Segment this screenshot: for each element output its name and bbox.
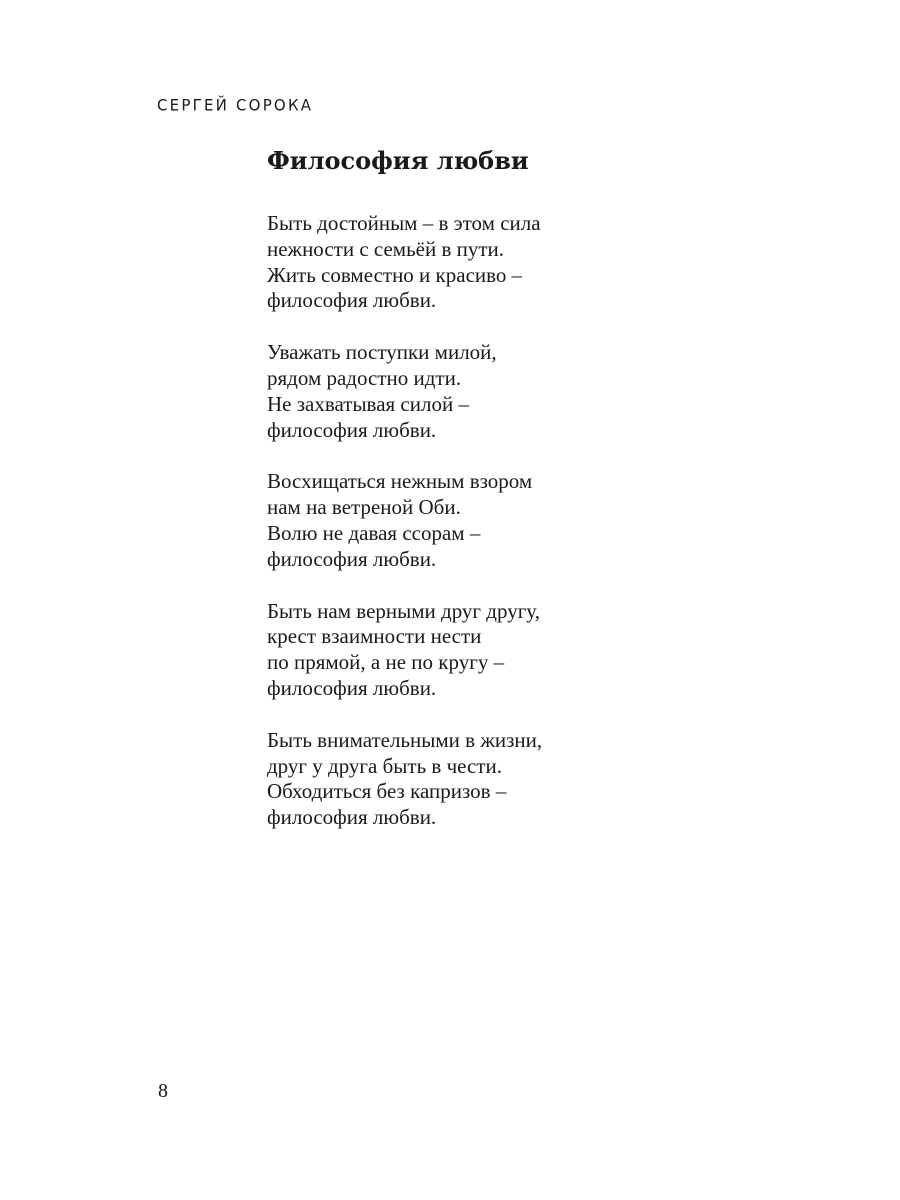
poem (267, 145, 687, 857)
poem-line: Восхищаться нежным взором (267, 469, 533, 494)
poem-line: философия любви. (267, 417, 437, 442)
poem-line: нам на ветреной Оби. (267, 495, 461, 520)
poem-line: рядом радостно идти. (267, 365, 462, 390)
stanza-5 (267, 728, 687, 831)
poem-line: философия любви. (267, 546, 437, 571)
poem-line: Быть нам верными друг другу, (267, 598, 540, 623)
page-number: 8 (158, 1080, 168, 1102)
stanza-4 (267, 599, 687, 702)
poem-line: Волю не давая ссорам – (267, 520, 481, 545)
poem-line: Обходиться без капризов – (267, 779, 507, 804)
poem-line: Жить совместно и красиво – (267, 262, 523, 287)
poem-line: друг у друга быть в чести. (267, 753, 502, 778)
poem-line: философия любви. (267, 288, 437, 313)
stanza-1 (267, 211, 687, 314)
poem-line: Быть внимательными в жизни, (267, 727, 543, 752)
poem-title: Философия любви (267, 146, 529, 175)
poem-line: Быть достойным – в этом сила (267, 211, 541, 235)
poem-line: по прямой, а не по кругу – (267, 650, 505, 675)
poem-line: философия любви. (267, 805, 437, 830)
poem-line: нежности с семьёй в пути. (267, 236, 505, 261)
stanza-3 (267, 469, 687, 572)
poem-line: крест взаимности нести (267, 624, 482, 649)
poem-line: Уважать поступки милой, (267, 340, 497, 365)
stanza-2 (267, 340, 687, 443)
poem-line: философия любви. (267, 675, 437, 700)
running-header-author: СЕРГЕЙ СОРОКА (157, 95, 314, 115)
poem-line: Не захватывая силой – (267, 391, 469, 416)
